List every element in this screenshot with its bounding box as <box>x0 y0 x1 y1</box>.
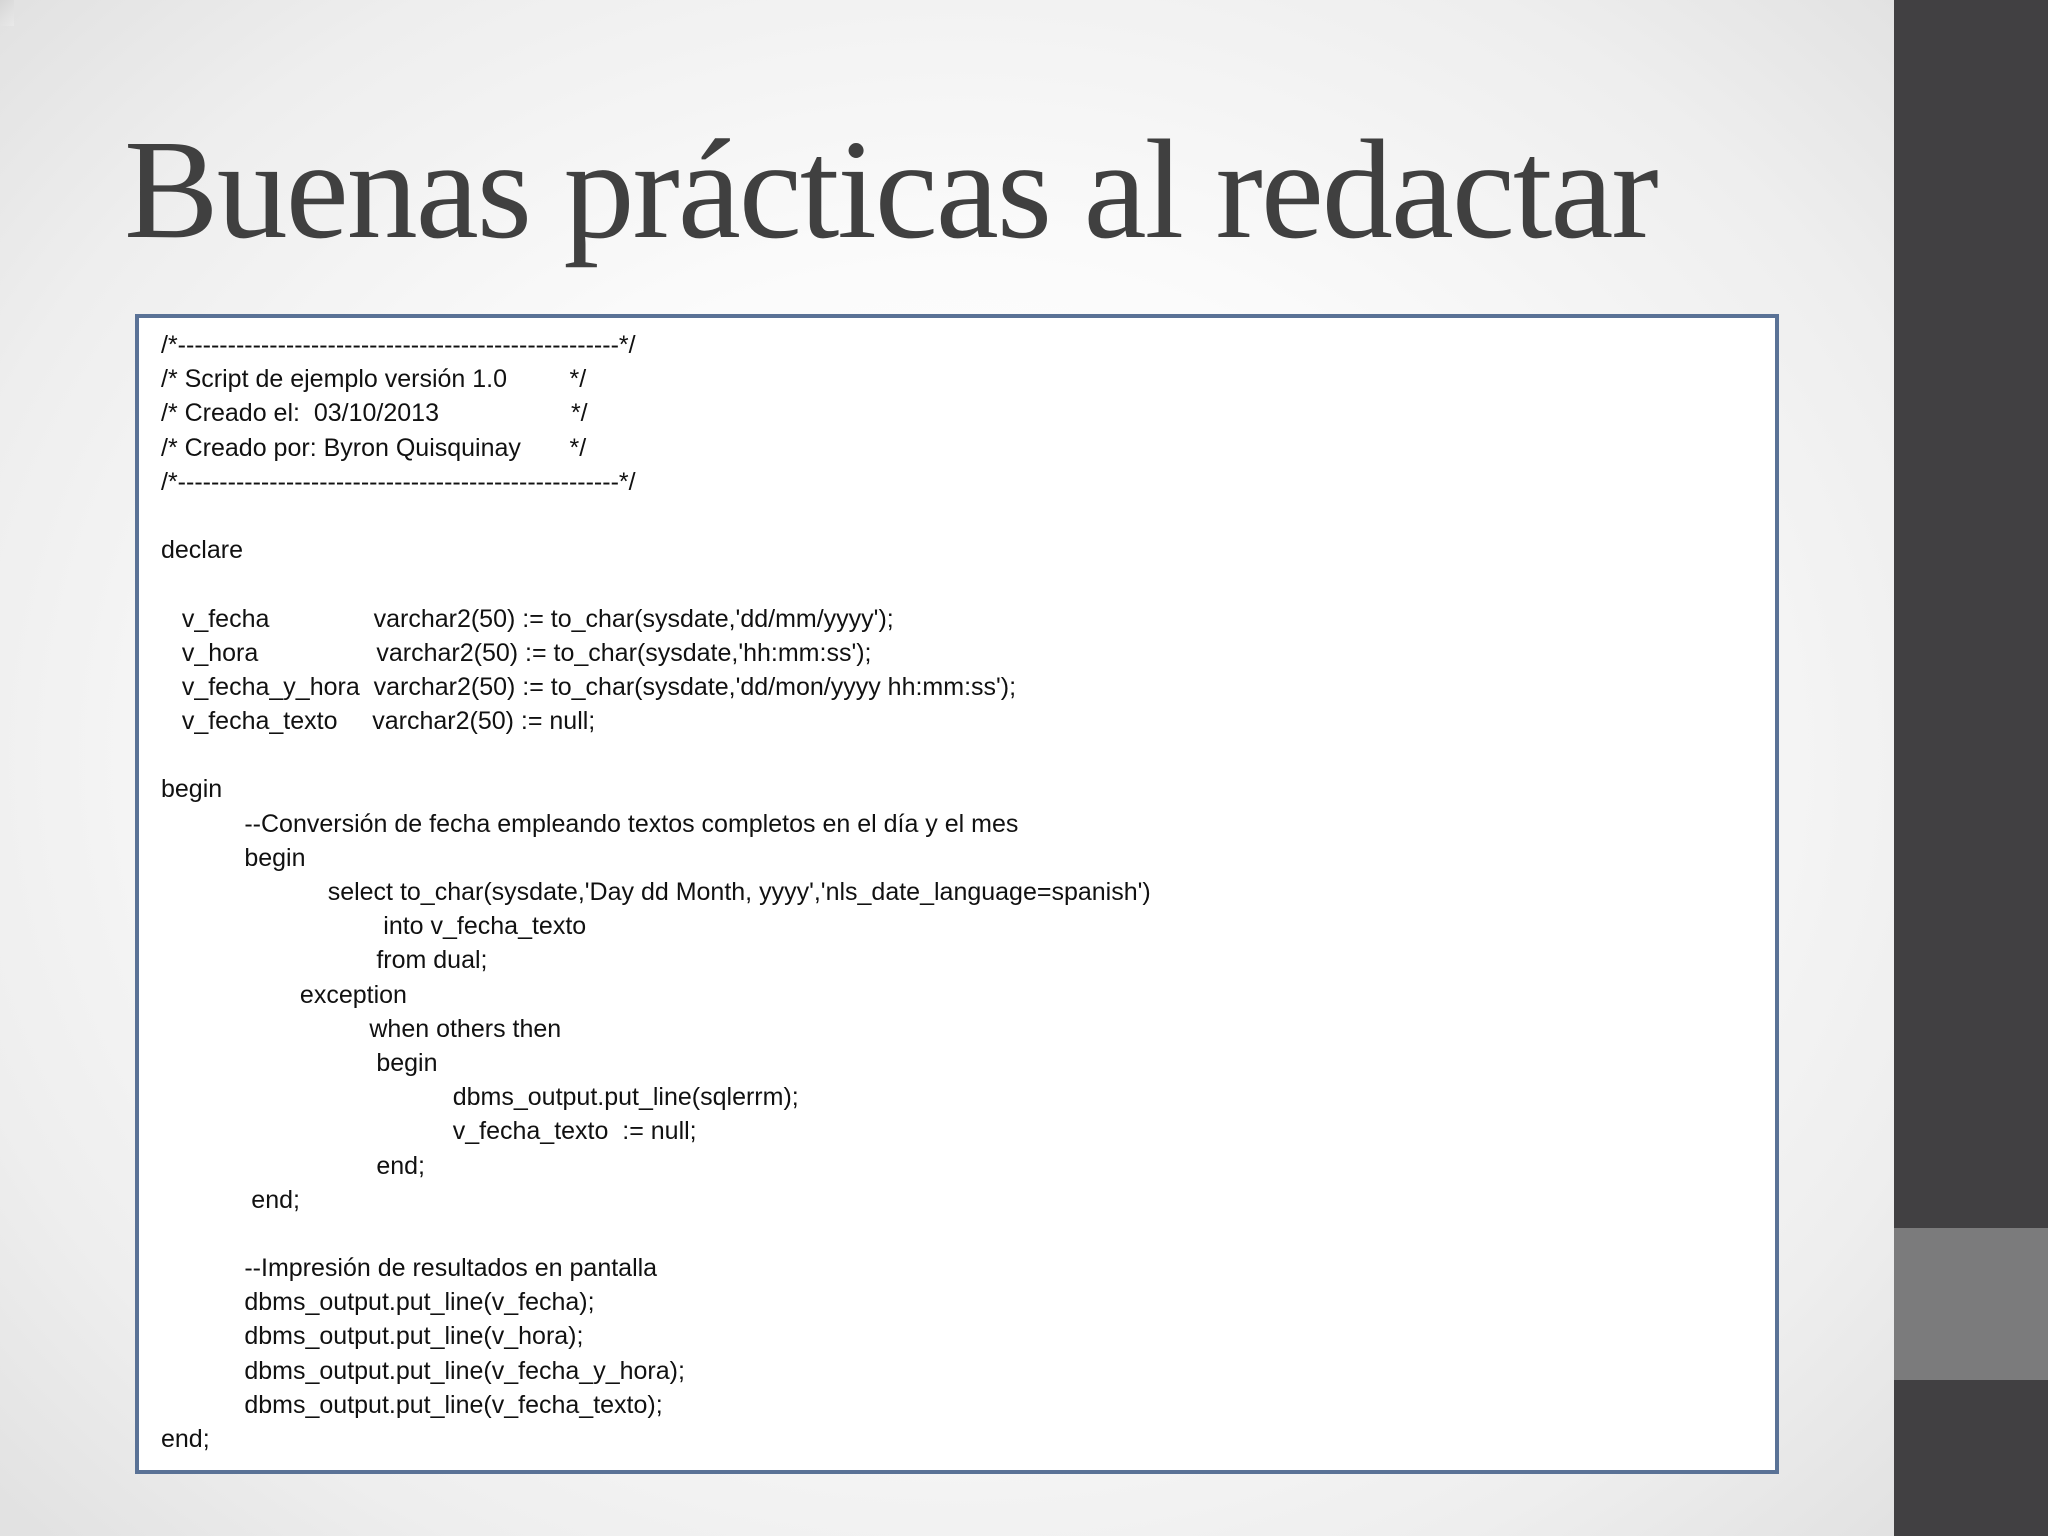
code-line: dbms_output.put_line(sqlerrm); <box>161 1083 799 1112</box>
code-line: --Impresión de resultados en pantalla <box>161 1254 658 1283</box>
code-line: dbms_output.put_line(v_hora); <box>161 1322 584 1351</box>
code-line: end; <box>161 1185 300 1214</box>
code-line: dbms_output.put_line(v_fecha_y_hora); <box>161 1356 685 1385</box>
code-line: /*-----------------------------------------------------*/ <box>161 467 636 496</box>
code-line <box>161 1217 1151 1251</box>
code-line: v_fecha varchar2(50) := to_char(sysdate,'dd/mm/yyyy'); <box>161 604 894 633</box>
sidebar-accent-block <box>1894 1228 2048 1380</box>
code-line: end; <box>161 1151 425 1180</box>
code-line <box>161 567 1151 601</box>
code-line: when others then <box>161 1014 562 1043</box>
code-line: from dual; <box>161 946 488 975</box>
code-line: --Conversión de fecha empleando textos completos en el día y el mes <box>161 809 1019 838</box>
code-block <box>135 314 1779 1474</box>
code-line: begin <box>161 775 223 804</box>
code-line: dbms_output.put_line(v_fecha_texto); <box>161 1390 663 1419</box>
code-line: v_fecha_y_hora varchar2(50) := to_char(sysdate,'dd/mon/yyyy hh:mm:ss'); <box>161 672 1017 701</box>
corner-decoration <box>0 0 14 26</box>
code-line <box>161 738 1151 772</box>
code-line: into v_fecha_texto <box>161 912 587 941</box>
code-line: declare <box>161 536 243 565</box>
code-line <box>161 499 1151 533</box>
code-line: /*-----------------------------------------------------*/ <box>161 331 636 359</box>
code-line: exception <box>161 980 407 1009</box>
code-line: dbms_output.put_line(v_fecha); <box>161 1288 595 1317</box>
code-line: select to_char(sysdate,'Day dd Month, yyyy','nls_date_language=spanish') <box>161 878 1151 906</box>
code-line: end; <box>161 1425 210 1453</box>
code-lines <box>161 328 1151 1456</box>
code-line: /* Creado el: 03/10/2013 */ <box>161 399 588 428</box>
code-line: begin <box>161 843 306 872</box>
code-line: v_fecha_texto := null; <box>161 1117 697 1146</box>
code-line: v_hora varchar2(50) := to_char(sysdate,'hh:mm:ss'); <box>161 638 872 667</box>
code-line: v_fecha_texto varchar2(50) := null; <box>161 707 596 736</box>
slide-title: Buenas prácticas al redactar <box>124 110 1657 268</box>
code-line: begin <box>161 1048 438 1077</box>
code-line: /* Creado por: Byron Quisquinay */ <box>161 433 587 462</box>
code-line: /* Script de ejemplo versión 1.0 */ <box>161 365 587 394</box>
